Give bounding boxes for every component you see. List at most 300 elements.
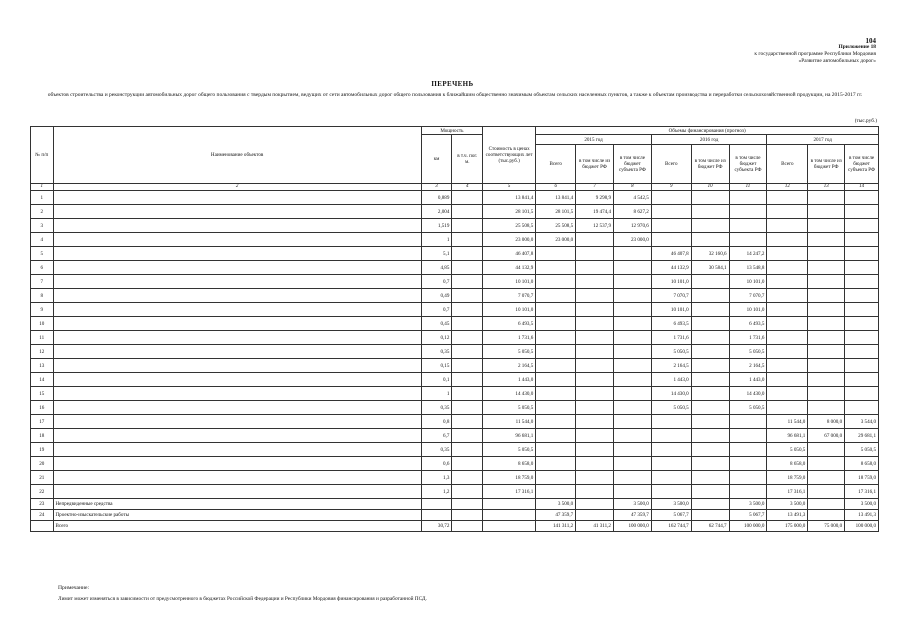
cell-n: 3 bbox=[31, 219, 54, 233]
cell-cost: 1 443,0 bbox=[483, 373, 536, 387]
column-number: 1 bbox=[31, 184, 54, 191]
cell-cost: 6 493,5 bbox=[483, 317, 536, 331]
table-row bbox=[31, 317, 879, 331]
cell-s17 bbox=[845, 247, 879, 261]
cell-f17 bbox=[808, 443, 845, 457]
cell-s15 bbox=[613, 415, 651, 429]
cell-km: 0,8 bbox=[421, 415, 452, 429]
cell-s15 bbox=[613, 373, 651, 387]
cell-t15 bbox=[536, 331, 576, 345]
cell-f17 bbox=[808, 359, 845, 373]
column-number: 2 bbox=[53, 184, 421, 191]
appendix-line-2: к государственной программе Республики Мордовия bbox=[754, 51, 876, 57]
cell-s16: 14 247,2 bbox=[729, 247, 767, 261]
cell-name bbox=[53, 373, 421, 387]
cell-km: 1,2 bbox=[421, 485, 452, 499]
cell-cost: 44 132,9 bbox=[483, 261, 536, 275]
header-subj-2017: в том числе бюджет субъекта РФ bbox=[845, 145, 879, 184]
cell-f15 bbox=[576, 331, 614, 345]
cell-name bbox=[53, 457, 421, 471]
cell-s15: 12 970,6 bbox=[613, 219, 651, 233]
cell-km: 2,004 bbox=[421, 205, 452, 219]
table-row bbox=[31, 415, 879, 429]
cell-s15: 100 000,0 bbox=[613, 521, 651, 532]
cell-s17 bbox=[845, 261, 879, 275]
cell-t15 bbox=[536, 261, 576, 275]
table-row bbox=[31, 443, 879, 457]
table-body bbox=[31, 191, 879, 532]
cell-km: 5,1 bbox=[421, 247, 452, 261]
cell-t17 bbox=[767, 401, 808, 415]
header-total-2017: Всего bbox=[767, 145, 808, 184]
appendix-line-3: «Развитие автомобильных дорог» bbox=[798, 58, 876, 64]
column-number: 9 bbox=[651, 184, 691, 191]
cell-t16: 7 070,7 bbox=[651, 289, 691, 303]
cell-s17: 3 500,0 bbox=[845, 499, 879, 510]
cell-t16 bbox=[651, 471, 691, 485]
cell-s17: 17 316,1 bbox=[845, 485, 879, 499]
cell-name bbox=[53, 289, 421, 303]
cell-cost bbox=[483, 521, 536, 532]
cell-s17 bbox=[845, 205, 879, 219]
header-fed-2015: в том числе из бюджет РФ bbox=[576, 145, 614, 184]
cell-s15 bbox=[613, 317, 651, 331]
cell-n: 21 bbox=[31, 471, 54, 485]
cell-t15 bbox=[536, 485, 576, 499]
cell-f16: 30 584,1 bbox=[691, 261, 729, 275]
cell-s15: 8 627,2 bbox=[613, 205, 651, 219]
cell-t17 bbox=[767, 317, 808, 331]
cell-km: 0,1 bbox=[421, 373, 452, 387]
cell-f15 bbox=[576, 457, 614, 471]
cell-km: 0,889 bbox=[421, 191, 452, 205]
cell-f17 bbox=[808, 233, 845, 247]
cell-t15 bbox=[536, 373, 576, 387]
cell-s15 bbox=[613, 289, 651, 303]
cell-t17 bbox=[767, 205, 808, 219]
cell-name bbox=[53, 485, 421, 499]
cell-s15: 4 542,5 bbox=[613, 191, 651, 205]
cell-s17 bbox=[845, 191, 879, 205]
table-row bbox=[31, 373, 879, 387]
cell-f15: 41 311,2 bbox=[576, 521, 614, 532]
cell-f17 bbox=[808, 303, 845, 317]
cell-t17 bbox=[767, 233, 808, 247]
cell-s17: 5 050,5 bbox=[845, 443, 879, 457]
cell-t16: 1 731,6 bbox=[651, 331, 691, 345]
cell-s17: 29 681,1 bbox=[845, 429, 879, 443]
cell-s15 bbox=[613, 429, 651, 443]
cell-t16: 14 430,0 bbox=[651, 387, 691, 401]
cell-name bbox=[53, 247, 421, 261]
cell-t16: 5 050,5 bbox=[651, 345, 691, 359]
cell-t15: 141 311,2 bbox=[536, 521, 576, 532]
cell-s15 bbox=[613, 457, 651, 471]
cell-f17 bbox=[808, 261, 845, 275]
cell-t16: 5 067,7 bbox=[651, 510, 691, 521]
cell-f17 bbox=[808, 387, 845, 401]
cell-n: 22 bbox=[31, 485, 54, 499]
cell-pog bbox=[452, 359, 483, 373]
objects-table bbox=[30, 126, 879, 532]
cell-cost: 96 681,1 bbox=[483, 429, 536, 443]
cell-f15: 9 298,9 bbox=[576, 191, 614, 205]
cell-s17 bbox=[845, 373, 879, 387]
cell-t17 bbox=[767, 247, 808, 261]
cell-f15 bbox=[576, 429, 614, 443]
column-number: 13 bbox=[808, 184, 845, 191]
header-financing: Объемы финансирования (прогноз) bbox=[536, 127, 879, 135]
cell-cost: 5 050,5 bbox=[483, 443, 536, 457]
note-text: Лимит может изменяться в зависимости от предусмотренного в бюджетах Российской Федерации и Республики Мордовия финансирования и разработанной ПСД. bbox=[58, 596, 427, 602]
cell-s16 bbox=[729, 457, 767, 471]
cell-cost: 23 000,0 bbox=[483, 233, 536, 247]
cell-t15 bbox=[536, 359, 576, 373]
cell-t17: 96 681,1 bbox=[767, 429, 808, 443]
cell-s17: 8 658,0 bbox=[845, 457, 879, 471]
cell-f15 bbox=[576, 233, 614, 247]
cell-t15 bbox=[536, 429, 576, 443]
cell-km: 0,35 bbox=[421, 401, 452, 415]
cell-t17: 5 050,5 bbox=[767, 443, 808, 457]
cell-f16 bbox=[691, 510, 729, 521]
cell-s17 bbox=[845, 331, 879, 345]
cell-s16 bbox=[729, 471, 767, 485]
table-row bbox=[31, 345, 879, 359]
cell-pog bbox=[452, 510, 483, 521]
cell-name bbox=[53, 471, 421, 485]
cell-name bbox=[53, 275, 421, 289]
cell-pog bbox=[452, 521, 483, 532]
cell-t15 bbox=[536, 401, 576, 415]
table-row bbox=[31, 331, 879, 345]
appendix-line-1: Приложение 18 bbox=[838, 44, 876, 50]
cell-t16 bbox=[651, 191, 691, 205]
cell-km: 30,72 bbox=[421, 521, 452, 532]
cell-n: 10 bbox=[31, 317, 54, 331]
column-number: 14 bbox=[845, 184, 879, 191]
cell-km: 1 bbox=[421, 233, 452, 247]
cell-s17: 18 759,0 bbox=[845, 471, 879, 485]
cell-pog bbox=[452, 317, 483, 331]
cell-f17 bbox=[808, 471, 845, 485]
cell-n: 6 bbox=[31, 261, 54, 275]
cell-cost: 17 316,1 bbox=[483, 485, 536, 499]
cell-pog bbox=[452, 415, 483, 429]
cell-km: 0,45 bbox=[421, 317, 452, 331]
cell-f17: 67 000,0 bbox=[808, 429, 845, 443]
cell-cost: 5 050,5 bbox=[483, 345, 536, 359]
cell-f17 bbox=[808, 510, 845, 521]
cell-n: 16 bbox=[31, 401, 54, 415]
cell-t17: 175 000,0 bbox=[767, 521, 808, 532]
cell-f17 bbox=[808, 499, 845, 510]
cell-pog bbox=[452, 457, 483, 471]
cell-cost: 25 508,5 bbox=[483, 219, 536, 233]
cell-t17 bbox=[767, 331, 808, 345]
cell-t15 bbox=[536, 289, 576, 303]
cell-s16 bbox=[729, 429, 767, 443]
cell-s17 bbox=[845, 233, 879, 247]
cell-cost: 10 101,0 bbox=[483, 275, 536, 289]
cell-cost: 5 050,5 bbox=[483, 401, 536, 415]
table-row bbox=[31, 219, 879, 233]
cell-t17: 11 544,0 bbox=[767, 415, 808, 429]
cell-s16: 5 050,5 bbox=[729, 401, 767, 415]
cell-name bbox=[53, 317, 421, 331]
column-number: 6 bbox=[536, 184, 576, 191]
cell-n: 2 bbox=[31, 205, 54, 219]
cell-s17 bbox=[845, 345, 879, 359]
cell-f15 bbox=[576, 247, 614, 261]
header-capacity: Мощность bbox=[421, 127, 482, 135]
cell-n: 14 bbox=[31, 373, 54, 387]
cell-n: 23 bbox=[31, 499, 54, 510]
table-row bbox=[31, 499, 879, 510]
cell-s17 bbox=[845, 387, 879, 401]
cell-s17 bbox=[845, 219, 879, 233]
cell-cost: 8 658,0 bbox=[483, 457, 536, 471]
cell-t17 bbox=[767, 191, 808, 205]
cell-name bbox=[53, 415, 421, 429]
cell-s17 bbox=[845, 303, 879, 317]
cell-t16 bbox=[651, 429, 691, 443]
table-row bbox=[31, 247, 879, 261]
cell-t15: 23 000,0 bbox=[536, 233, 576, 247]
cell-f17 bbox=[808, 205, 845, 219]
table-row bbox=[31, 387, 879, 401]
cell-t16 bbox=[651, 205, 691, 219]
cell-s16: 7 070,7 bbox=[729, 289, 767, 303]
column-number: 10 bbox=[691, 184, 729, 191]
cell-n: 20 bbox=[31, 457, 54, 471]
cell-t16 bbox=[651, 219, 691, 233]
cell-t16: 1 443,0 bbox=[651, 373, 691, 387]
header-pog: в т.ч. пог. м. bbox=[452, 135, 483, 184]
header-name: Наименование объектов bbox=[53, 127, 421, 184]
cell-km: 1,3 bbox=[421, 471, 452, 485]
cell-n: 24 bbox=[31, 510, 54, 521]
cell-t15 bbox=[536, 471, 576, 485]
cell-n: 11 bbox=[31, 331, 54, 345]
cell-pog bbox=[452, 429, 483, 443]
cell-n: 12 bbox=[31, 345, 54, 359]
cell-t16: 6 493,5 bbox=[651, 317, 691, 331]
cell-s16 bbox=[729, 205, 767, 219]
cell-pog bbox=[452, 289, 483, 303]
table-row bbox=[31, 205, 879, 219]
cell-name bbox=[53, 191, 421, 205]
cell-f17 bbox=[808, 247, 845, 261]
cell-cost bbox=[483, 499, 536, 510]
cell-cost bbox=[483, 510, 536, 521]
cell-f17: 8 000,0 bbox=[808, 415, 845, 429]
cell-t16: 44 132,9 bbox=[651, 261, 691, 275]
cell-km: 6,7 bbox=[421, 429, 452, 443]
cell-pog bbox=[452, 387, 483, 401]
cell-pog bbox=[452, 485, 483, 499]
appendix-note bbox=[754, 44, 876, 65]
cell-t17: 8 658,0 bbox=[767, 457, 808, 471]
cell-s17: 13 491,3 bbox=[845, 510, 879, 521]
cell-f16 bbox=[691, 233, 729, 247]
cell-n: 19 bbox=[31, 443, 54, 457]
cell-name bbox=[53, 443, 421, 457]
cell-pog bbox=[452, 345, 483, 359]
cell-f15 bbox=[576, 359, 614, 373]
cell-pog bbox=[452, 233, 483, 247]
table-row bbox=[31, 261, 879, 275]
cell-km bbox=[421, 499, 452, 510]
cell-km: 0,12 bbox=[421, 331, 452, 345]
table-row bbox=[31, 471, 879, 485]
cell-t17 bbox=[767, 303, 808, 317]
document-title: ПЕРЕЧЕНЬ bbox=[431, 80, 474, 88]
cell-n: 7 bbox=[31, 275, 54, 289]
cell-f17 bbox=[808, 345, 845, 359]
cell-f15 bbox=[576, 471, 614, 485]
cell-f16 bbox=[691, 387, 729, 401]
cell-name bbox=[53, 387, 421, 401]
cell-f16 bbox=[691, 289, 729, 303]
cell-km: 0,35 bbox=[421, 443, 452, 457]
cell-t15 bbox=[536, 457, 576, 471]
cell-f15 bbox=[576, 289, 614, 303]
cell-f15 bbox=[576, 387, 614, 401]
cell-name: Непредвиденные средства bbox=[53, 499, 421, 510]
cell-name bbox=[53, 219, 421, 233]
page-number: 104 bbox=[865, 37, 876, 45]
cell-km bbox=[421, 510, 452, 521]
column-number: 12 bbox=[767, 184, 808, 191]
column-number: 5 bbox=[483, 184, 536, 191]
cell-t16: 2 164,5 bbox=[651, 359, 691, 373]
header-year-2015: 2015 год bbox=[536, 135, 652, 145]
cell-f15: 19 474,4 bbox=[576, 205, 614, 219]
cell-pog bbox=[452, 247, 483, 261]
cell-t17 bbox=[767, 373, 808, 387]
cell-t17: 13 491,3 bbox=[767, 510, 808, 521]
cell-s17 bbox=[845, 275, 879, 289]
cell-f17 bbox=[808, 373, 845, 387]
cell-t17 bbox=[767, 345, 808, 359]
cell-cost: 1 731,6 bbox=[483, 331, 536, 345]
cell-s15: 3 500,0 bbox=[613, 499, 651, 510]
cell-f16 bbox=[691, 359, 729, 373]
cell-t16: 10 101,0 bbox=[651, 303, 691, 317]
cell-t17 bbox=[767, 289, 808, 303]
cell-t16 bbox=[651, 233, 691, 247]
cell-f17 bbox=[808, 331, 845, 345]
cell-s16: 13 548,8 bbox=[729, 261, 767, 275]
cell-t17: 18 759,0 bbox=[767, 471, 808, 485]
cell-cost: 18 759,0 bbox=[483, 471, 536, 485]
cell-n: 13 bbox=[31, 359, 54, 373]
cell-s16 bbox=[729, 233, 767, 247]
cell-t15 bbox=[536, 275, 576, 289]
table-row bbox=[31, 429, 879, 443]
table-row bbox=[31, 485, 879, 499]
cell-cost: 11 544,0 bbox=[483, 415, 536, 429]
cell-t15 bbox=[536, 345, 576, 359]
cell-pog bbox=[452, 191, 483, 205]
cell-pog bbox=[452, 205, 483, 219]
cell-s17 bbox=[845, 359, 879, 373]
cell-km: 0,49 bbox=[421, 289, 452, 303]
cell-n: 8 bbox=[31, 289, 54, 303]
cell-s17: 100 000,0 bbox=[845, 521, 879, 532]
cell-s16 bbox=[729, 485, 767, 499]
cell-t16: 46 407,8 bbox=[651, 247, 691, 261]
cell-s15 bbox=[613, 303, 651, 317]
cell-n: 18 bbox=[31, 429, 54, 443]
cell-t16: 10 101,0 bbox=[651, 275, 691, 289]
cell-t15 bbox=[536, 317, 576, 331]
cell-t16: 162 744,7 bbox=[651, 521, 691, 532]
units-label: (тыс.руб.) bbox=[854, 118, 877, 124]
cell-s15 bbox=[613, 275, 651, 289]
cell-f15 bbox=[576, 261, 614, 275]
cell-f15 bbox=[576, 499, 614, 510]
cell-t17 bbox=[767, 387, 808, 401]
table-row bbox=[31, 510, 879, 521]
cell-t15 bbox=[536, 387, 576, 401]
cell-f17 bbox=[808, 275, 845, 289]
cell-f17 bbox=[808, 401, 845, 415]
cell-name bbox=[53, 345, 421, 359]
cell-f16: 32 160,6 bbox=[691, 247, 729, 261]
cell-f16 bbox=[691, 471, 729, 485]
cell-pog bbox=[452, 331, 483, 345]
table-row bbox=[31, 521, 879, 532]
column-number: 4 bbox=[452, 184, 483, 191]
cell-t16 bbox=[651, 415, 691, 429]
cell-s16 bbox=[729, 443, 767, 457]
cell-name bbox=[53, 205, 421, 219]
cell-pog bbox=[452, 261, 483, 275]
cell-t16 bbox=[651, 457, 691, 471]
cell-s15 bbox=[613, 485, 651, 499]
cell-t15: 47 359,7 bbox=[536, 510, 576, 521]
cell-pog bbox=[452, 401, 483, 415]
cell-f17 bbox=[808, 191, 845, 205]
cell-name: Всего bbox=[53, 521, 421, 532]
cell-s16: 6 493,5 bbox=[729, 317, 767, 331]
cell-s16: 1 731,6 bbox=[729, 331, 767, 345]
cell-f17 bbox=[808, 289, 845, 303]
cell-s15 bbox=[613, 401, 651, 415]
table-row bbox=[31, 401, 879, 415]
header-subj-2015: в том числе бюджет субъекта РФ bbox=[613, 145, 651, 184]
cell-t15: 28 101,5 bbox=[536, 205, 576, 219]
cell-f16 bbox=[691, 373, 729, 387]
cell-pog bbox=[452, 303, 483, 317]
table-row bbox=[31, 457, 879, 471]
cell-s16: 10 101,0 bbox=[729, 275, 767, 289]
cell-f16 bbox=[691, 303, 729, 317]
cell-f15: 12 537,9 bbox=[576, 219, 614, 233]
header-km: км bbox=[421, 135, 452, 184]
cell-km: 1,519 bbox=[421, 219, 452, 233]
header-year-2016: 2016 год bbox=[651, 135, 767, 145]
cell-name bbox=[53, 233, 421, 247]
cell-t16 bbox=[651, 485, 691, 499]
cell-f15 bbox=[576, 443, 614, 457]
cell-f16: 62 744,7 bbox=[691, 521, 729, 532]
cell-t17: 17 316,1 bbox=[767, 485, 808, 499]
cell-t17 bbox=[767, 261, 808, 275]
cell-f17 bbox=[808, 485, 845, 499]
